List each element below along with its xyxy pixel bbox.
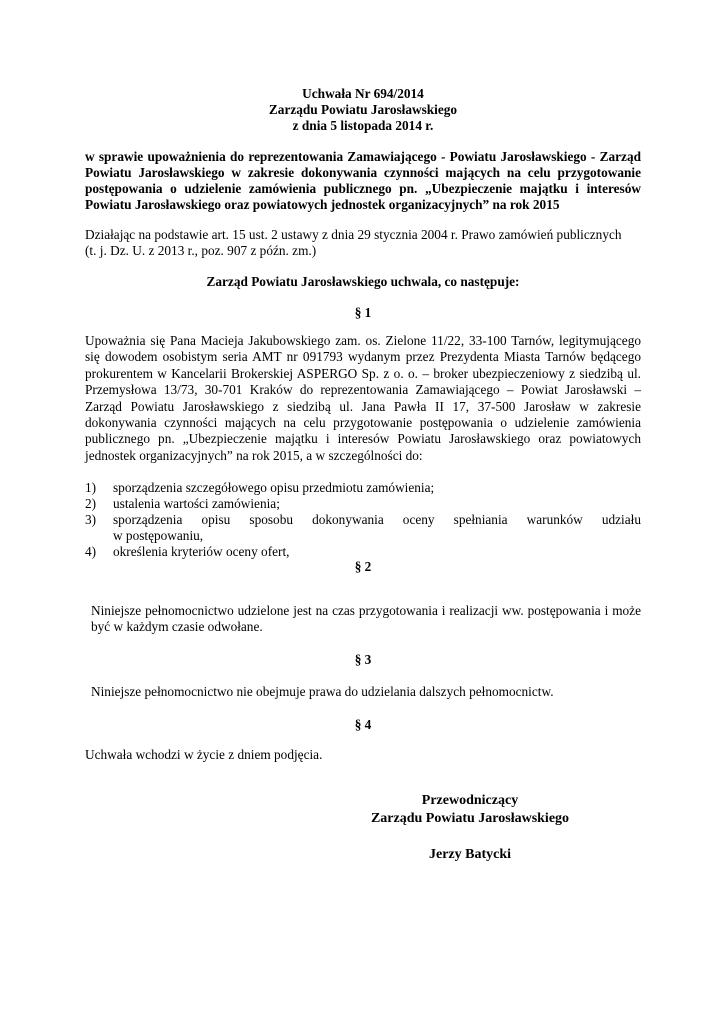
section-4-body: Uchwała wchodzi w życie z dniem podjęcia. bbox=[85, 747, 323, 762]
signature-block bbox=[325, 792, 615, 864]
legal-basis bbox=[85, 227, 641, 259]
list-item-number: 1) bbox=[85, 480, 97, 495]
legal-basis-line-1: Działając na podstawie art. 15 ust. 2 ustawy z dnia 29 stycznia 2004 r. Prawo zamówień publicznych bbox=[85, 227, 622, 242]
signature-role: Przewodniczący bbox=[421, 793, 519, 808]
resolution-date: z dnia 5 listopada 2014 r. bbox=[292, 118, 434, 133]
section-3-heading: § 3 bbox=[354, 652, 372, 667]
list-item-continuation: w postępowaniu, bbox=[113, 528, 204, 543]
list-item-number: 4) bbox=[85, 544, 97, 559]
resolution-header bbox=[85, 86, 641, 134]
list-item-text: ustalenia wartości zamówienia; bbox=[113, 496, 280, 511]
section-2-heading: § 2 bbox=[354, 559, 372, 574]
section-2-body: Niniejsze pełnomocnictwo udzielone jest na czas przygotowania i realizacji ww. postępowania i może być w każdym czasie odwołane. bbox=[91, 603, 641, 635]
document-page bbox=[85, 0, 641, 1024]
signature-body: Zarządu Powiatu Jarosławskiego bbox=[370, 811, 570, 826]
section-3-body: Niniejsze pełnomocnictwo nie obejmuje prawa do udzielania dalszych pełnomocnictw. bbox=[91, 684, 554, 699]
list-item-number: 3) bbox=[85, 512, 97, 527]
list-item bbox=[85, 544, 641, 560]
section-4-heading: § 4 bbox=[354, 717, 372, 732]
list-item-text: sporządzenia opisu sposobu dokonywania oceny spełniania warunków udziału bbox=[113, 512, 641, 527]
resolution-issuer: Zarządu Powiatu Jarosławskiego bbox=[268, 102, 458, 117]
list-item-text: sporządzenia szczegółowego opisu przedmiotu zamówienia; bbox=[113, 480, 435, 495]
section-1-body: Upoważnia się Pana Macieja Jakubowskiego zam. os. Zielone 11/22, 33-100 Tarnów, legitymującego się dowodem osobistym seria AMT nr 091793 wydanym przez Prezydenta Miasta Tarnów będącego prokurentem w Kancelarii Brokerskiej ASPERGO Sp. z o. o. – broker ubezpieczeniowy z siedzibą ul. Przemysłowa 13/73, 30-701 Kraków do reprezentowania Zamawiającego – Powiat Jarosławski – Zarząd Powiatu Jarosławskiego z siedzibą ul. Jana Pawła II 17, 37-500 Jarosław w zakresie dokonywania czynności mających na celu przygotowanie postępowania o udzielenie zamówienia publicznego pn. „Ubezpieczenie majątku i interesów Powiatu Jarosławskiego oraz powiatowych jednostek organizacyjnych” na rok 2015, a w szczególności do: bbox=[85, 333, 641, 463]
legal-basis-line-2: (t. j. Dz. U. z 2013 r., poz. 907 z późn. zm.) bbox=[85, 243, 317, 258]
list-item-text: określenia kryteriów oceny ofert, bbox=[113, 544, 290, 559]
resolution-subject: w sprawie upoważnienia do reprezentowania Zamawiającego - Powiatu Jarosławskiego - Zarząd Powiatu Jarosławskiego w zakresie dokonywania czynności mających na celu przygotowanie postępowania o udzielenie zamówienia publicznego pn. „Ubezpieczenie majątku i interesów Powiatu Jarosławskiego oraz powiatowych jednostek organizacyjnych” na rok 2015 bbox=[85, 149, 641, 212]
section-1-heading: § 1 bbox=[354, 305, 372, 320]
authorization-scope-list bbox=[85, 480, 641, 560]
resolution-title: Uchwała Nr 694/2014 bbox=[302, 86, 424, 101]
list-item bbox=[85, 496, 641, 512]
signature-name: Jerzy Batycki bbox=[428, 847, 512, 862]
list-item-number: 2) bbox=[85, 496, 97, 511]
resolves-statement: Zarząd Powiatu Jarosławskiego uchwala, co następuje: bbox=[206, 274, 520, 289]
list-item bbox=[85, 512, 641, 544]
list-item bbox=[85, 480, 641, 496]
